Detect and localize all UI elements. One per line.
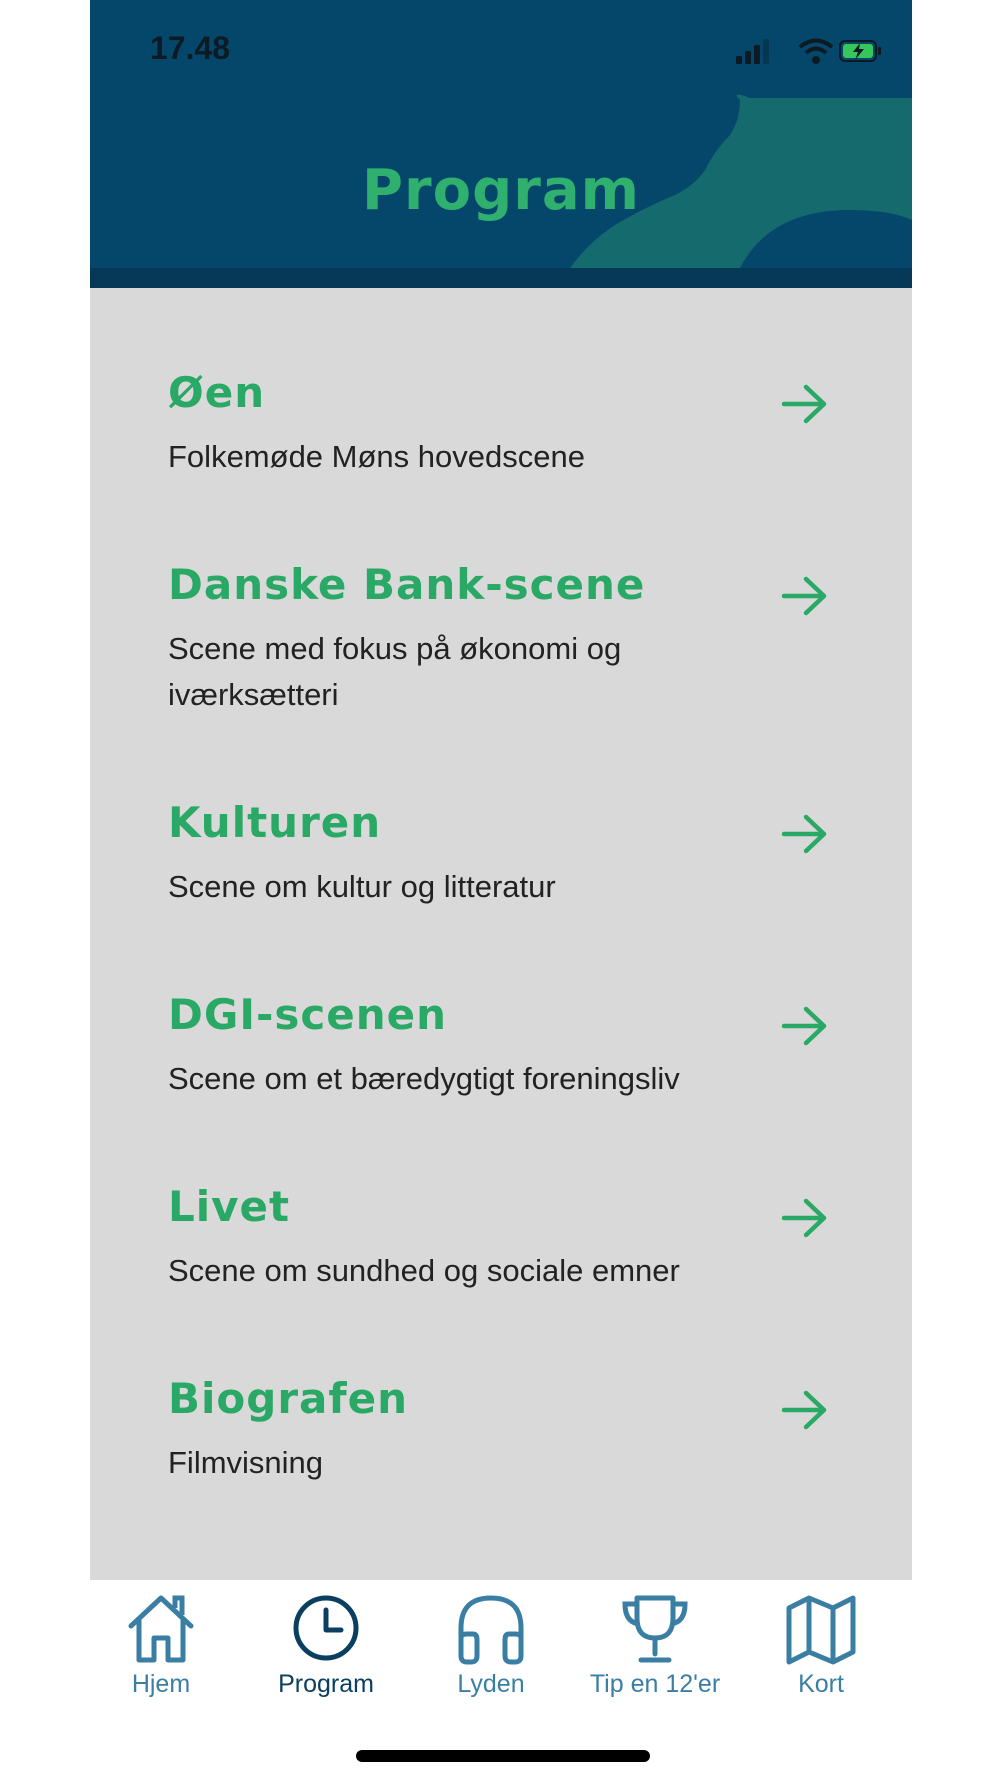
- wifi-icon: [800, 41, 832, 65]
- battery-icon: [840, 41, 881, 61]
- tab-label: Kort: [798, 1670, 844, 1698]
- status-time: 17.48: [150, 30, 231, 66]
- tab-bar: [90, 1580, 912, 1778]
- tab-program[interactable]: [251, 1590, 401, 1710]
- home-icon: [123, 1590, 199, 1666]
- tab-label: Tip en 12'er: [589, 1670, 721, 1698]
- tab-hjem[interactable]: [86, 1590, 236, 1710]
- tab-lyden[interactable]: [416, 1590, 566, 1710]
- header: [90, 0, 912, 288]
- home-indicator: [356, 1750, 650, 1762]
- trophy-icon: [617, 1590, 693, 1666]
- item-title: Biografen: [168, 1374, 409, 1423]
- arrow-right-icon[interactable]: [780, 574, 830, 618]
- tab-tip-en-12er[interactable]: [580, 1590, 730, 1710]
- item-title: Øen: [168, 368, 266, 417]
- arrow-right-icon[interactable]: [780, 1004, 830, 1048]
- item-subtitle: Scene om sundhed og sociale emner: [168, 1253, 680, 1288]
- page-title: Program: [362, 158, 640, 223]
- item-subtitle: Scene med fokus på økonomi og iværksætteri: [168, 631, 622, 712]
- arrow-right-icon[interactable]: [780, 1196, 830, 1240]
- item-subtitle: Scene om kultur og litteratur: [168, 869, 556, 904]
- item-subtitle: Folkemøde Møns hovedscene: [168, 439, 585, 474]
- program-list[interactable]: [90, 288, 912, 1580]
- item-subtitle: Filmvisning: [168, 1445, 324, 1480]
- clock-icon: [288, 1590, 364, 1666]
- status-icons: [732, 36, 882, 66]
- map-icon: [783, 1590, 859, 1666]
- item-subtitle: Scene om et bæredygtigt foreningsliv: [168, 1061, 680, 1096]
- tab-kort[interactable]: [746, 1590, 896, 1710]
- item-title: Danske Bank-scene: [168, 560, 646, 609]
- tab-label: Program: [278, 1670, 374, 1698]
- item-title: DGI-scenen: [168, 990, 448, 1039]
- signal-icon: [736, 39, 769, 64]
- tab-label: Hjem: [131, 1670, 191, 1698]
- tab-label: Lyden: [457, 1670, 525, 1698]
- item-title: Livet: [168, 1182, 291, 1231]
- item-title: Kulturen: [168, 798, 382, 847]
- header-bottom-band: [90, 268, 912, 288]
- app-screen: [90, 0, 912, 1778]
- arrow-right-icon[interactable]: [780, 382, 830, 426]
- headphones-icon: [453, 1590, 529, 1666]
- arrow-right-icon[interactable]: [780, 1388, 830, 1432]
- arrow-right-icon[interactable]: [780, 812, 830, 856]
